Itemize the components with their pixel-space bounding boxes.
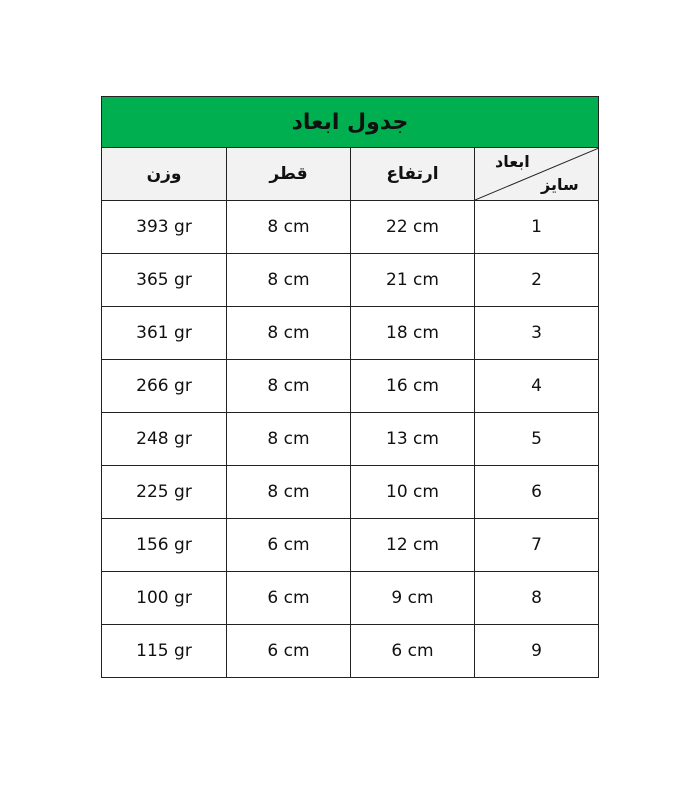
- cell-weight: 115 gr: [136, 641, 192, 661]
- cell-diameter: 8 cm: [226, 201, 350, 253]
- corner-diagonal-line: [475, 148, 599, 200]
- table-row: [102, 307, 598, 360]
- cell-size: 2: [474, 254, 598, 306]
- cell-weight: 365 gr: [136, 270, 192, 290]
- table-body: [102, 201, 598, 678]
- cell-weight: 266 gr: [136, 376, 192, 396]
- cell-size: 3: [474, 307, 598, 359]
- table-title-bar: [102, 96, 598, 148]
- cell-diameter: 6 cm: [226, 625, 350, 677]
- header-diameter: قطر: [226, 148, 350, 200]
- header-height: ارتفاع: [350, 148, 474, 200]
- cell-weight: 100 gr: [136, 588, 192, 608]
- cell-height: 9 cm: [350, 572, 474, 624]
- cell-diameter: 8 cm: [226, 360, 350, 412]
- cell-size: 9: [474, 625, 598, 677]
- cell-diameter: 6 cm: [226, 519, 350, 571]
- cell-size: 7: [474, 519, 598, 571]
- header-size-label: سایز: [541, 175, 579, 194]
- cell-weight: 156 gr: [136, 535, 192, 555]
- cell-size: 8: [474, 572, 598, 624]
- cell-height: 21 cm: [350, 254, 474, 306]
- table-row: [102, 254, 598, 307]
- cell-height: 6 cm: [350, 625, 474, 677]
- header-weight: وزن: [146, 164, 182, 184]
- cell-height: 18 cm: [350, 307, 474, 359]
- cell-weight: 225 gr: [136, 482, 192, 502]
- table-title: جدول ابعاد: [291, 109, 409, 135]
- header-dimensions-label: ابعاد: [495, 152, 530, 171]
- cell-weight: 361 gr: [136, 323, 192, 343]
- cell-height: 13 cm: [350, 413, 474, 465]
- table-row: [102, 625, 598, 678]
- table-row: [102, 360, 598, 413]
- cell-diameter: 8 cm: [226, 413, 350, 465]
- table-row: [102, 466, 598, 519]
- cell-weight: 393 gr: [136, 217, 192, 237]
- table-row: [102, 519, 598, 572]
- cell-diameter: 8 cm: [226, 254, 350, 306]
- cell-size: 4: [474, 360, 598, 412]
- dimensions-table: [101, 96, 599, 678]
- cell-height: 16 cm: [350, 360, 474, 412]
- table-row: [102, 201, 598, 254]
- cell-height: 10 cm: [350, 466, 474, 518]
- table-row: [102, 413, 598, 466]
- cell-diameter: 6 cm: [226, 572, 350, 624]
- header-corner-cell: [474, 148, 598, 200]
- cell-size: 1: [474, 201, 598, 253]
- cell-size: 5: [474, 413, 598, 465]
- cell-height: 12 cm: [350, 519, 474, 571]
- table-row: [102, 572, 598, 625]
- cell-diameter: 8 cm: [226, 466, 350, 518]
- cell-height: 22 cm: [350, 201, 474, 253]
- cell-diameter: 8 cm: [226, 307, 350, 359]
- cell-weight: 248 gr: [136, 429, 192, 449]
- table-header-row: [102, 148, 598, 201]
- cell-size: 6: [474, 466, 598, 518]
